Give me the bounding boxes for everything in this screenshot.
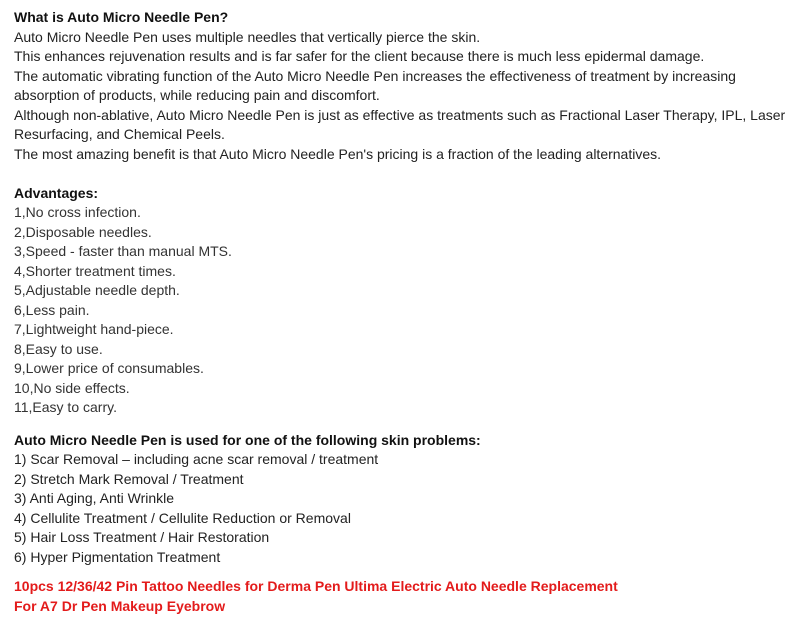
- skin-problem-item: 5) Hair Loss Treatment / Hair Restoration: [14, 529, 270, 545]
- skin-problem-item: 1) Scar Removal – including acne scar removal / treatment: [14, 451, 379, 467]
- intro-paragraph: The most amazing benefit is that Auto Micro Needle Pen's pricing is a fraction of the leading alternatives.: [14, 145, 662, 162]
- product-link-section[interactable]: [14, 577, 792, 616]
- skin-problem-item: 6) Hyper Pigmentation Treatment: [14, 548, 221, 565]
- advantage-item: 11,Easy to carry.: [14, 399, 117, 415]
- intro-paragraph: Although non-ablative, Auto Micro Needle Pen is just as effective as treatments such as Fractional Laser Therapy, IPL, Laser Resurfacing, and Chemical Peels.: [14, 106, 786, 142]
- advantage-item: 4,Shorter treatment times.: [14, 262, 176, 279]
- spacer: [14, 567, 792, 577]
- intro-section: [14, 8, 792, 164]
- spacer: [14, 418, 792, 431]
- advantages-heading: Advantages:: [14, 184, 99, 201]
- advantage-item: 5,Adjustable needle depth.: [14, 282, 180, 298]
- advantage-item: 2,Disposable needles.: [14, 223, 152, 240]
- advantage-item: 10,No side effects.: [14, 379, 130, 396]
- skin-problems-section: [14, 431, 792, 568]
- intro-heading: What is Auto Micro Needle Pen?: [14, 9, 229, 25]
- intro-paragraph: This enhances rejuvenation results and is far safer for the client because there is much less epidermal damage.: [14, 48, 705, 64]
- advantage-item: 7,Lightweight hand-piece.: [14, 321, 174, 337]
- skin-problem-item: 4) Cellulite Treatment / Cellulite Reduction or Removal: [14, 509, 351, 526]
- product-link-line[interactable]: For A7 Dr Pen Makeup Eyebrow: [14, 597, 226, 614]
- advantage-item: 3,Speed - faster than manual MTS.: [14, 243, 232, 259]
- advantage-item: 1,No cross infection.: [14, 204, 141, 220]
- advantage-item: 9,Lower price of consumables.: [14, 360, 204, 376]
- product-link-line[interactable]: 10pcs 12/36/42 Pin Tattoo Needles for Derma Pen Ultima Electric Auto Needle Replacement: [14, 578, 618, 594]
- skin-problems-heading: Auto Micro Needle Pen is used for one of the following skin problems:: [14, 431, 481, 448]
- intro-paragraph: The automatic vibrating function of the Auto Micro Needle Pen increases the effectiveness of treatment by increasing absorption of products, while reducing pain and discomfort.: [14, 67, 736, 103]
- skin-problem-item: 2) Stretch Mark Removal / Treatment: [14, 470, 244, 487]
- skin-problem-item: 3) Anti Aging, Anti Wrinkle: [14, 490, 175, 506]
- advantages-section: [14, 184, 792, 418]
- advantage-item: 8,Easy to use.: [14, 340, 103, 357]
- intro-paragraph: Auto Micro Needle Pen uses multiple needles that vertically pierce the skin.: [14, 28, 481, 45]
- spacer: [14, 164, 792, 184]
- advantage-item: 6,Less pain.: [14, 301, 90, 318]
